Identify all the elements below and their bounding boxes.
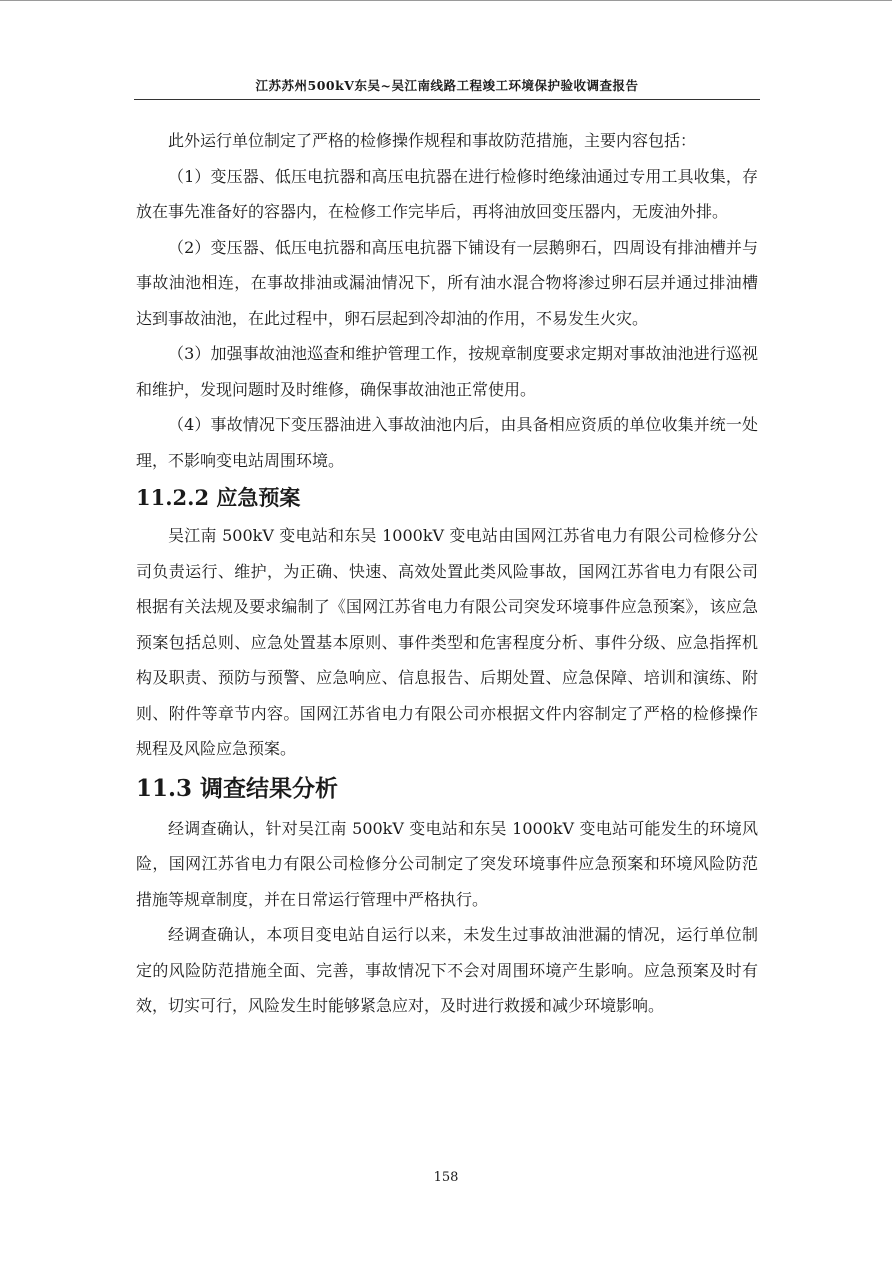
section-heading-11-3: 11.3 调查结果分析 bbox=[136, 774, 339, 802]
page-content bbox=[136, 123, 758, 1024]
paragraph-item-2: （2）变压器、低压电抗器和高压电抗器下铺设有一层鹅卵石，四周设有排油槽并与事故油池相连，在事故排油或漏油情况下，所有油水混合物将渗过卵石层并通过排油槽达到事故油池，在此过程中，卵石层起到冷却油的作用，不易发生火灾。 bbox=[136, 237, 758, 328]
paragraph-item-1: （1）变压器、低压电抗器和高压电抗器在进行检修时绝缘油通过专用工具收集，存放在事先准备好的容器内，在检修工作完毕后，再将油放回变压器内，无废油外排。 bbox=[136, 166, 758, 221]
paragraph-emergency-plan: 吴江南 500kV 变电站和东吴 1000kV 变电站由国网江苏省电力有限公司检修分公司负责运行、维护，为正确、快速、高效处置此类风险事故，国网江苏省电力有限公司根据有关法规及要求编制了《国网江苏省电力有限公司突发环境事件应急预案》，该应急预案包括总则、应急处置基本原则、事件类型和危害程度分析、事件分级、应急指挥机构及职责、预防与预警、应急响应、信息报告、后期处置、应急保障、培训和演练、附则、附件等章节内容。国网江苏省电力有限公司亦根据文件内容制定了严格的检修操作规程及风险应急预案。 bbox=[136, 526, 758, 758]
paragraph-item-3: （3）加强事故油池巡查和维护管理工作，按规章制度要求定期对事故油池进行巡视和维护，发现问题时及时维修，确保事故油池正常使用。 bbox=[136, 344, 758, 399]
header-rule bbox=[134, 99, 760, 100]
page-number: 158 bbox=[433, 1170, 459, 1185]
paragraph-result-2: 经调查确认，本项目变电站自运行以来，未发生过事故油泄漏的情况，运行单位制定的风险防范措施全面、完善，事故情况下不会对周围环境产生影响。应急预案及时有效，切实可行，风险发生时能够紧急应对，及时进行救援和减少环境影响。 bbox=[136, 925, 758, 1015]
paragraph-intro: 此外运行单位制定了严格的检修操作规程和事故防范措施，主要内容包括： bbox=[168, 131, 697, 150]
section-heading-11-2-2: 11.2.2 应急预案 bbox=[136, 485, 301, 510]
paragraph-item-4: （4）事故情况下变压器油进入事故油池内后，由具备相应资质的单位收集并统一处理，不影响变电站周围环境。 bbox=[136, 415, 758, 470]
page-top-border bbox=[0, 0, 892, 1]
paragraph-result-1: 经调查确认，针对吴江南 500kV 变电站和东吴 1000kV 变电站可能发生的环境风险，国网江苏省电力有限公司检修分公司制定了突发环境事件应急预案和环境风险防范措施等规章制度，并在日常运行管理中严格执行。 bbox=[136, 818, 758, 909]
report-header-title: 江苏苏州500kV东吴~吴江南线路工程竣工环境保护验收调查报告 bbox=[255, 78, 639, 93]
